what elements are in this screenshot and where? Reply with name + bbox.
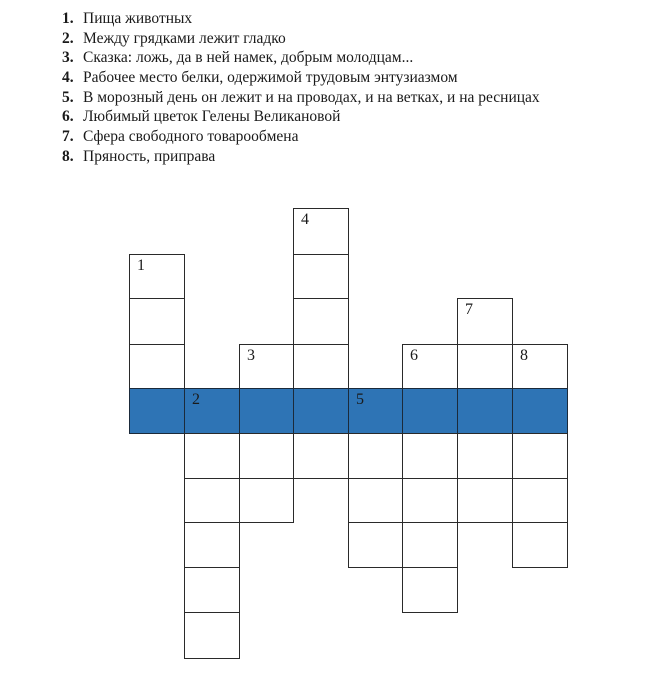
cell-number: 2 (192, 391, 200, 408)
crossword-cell[interactable] (293, 208, 349, 255)
cell-number: 5 (356, 391, 364, 408)
crossword-cell[interactable] (293, 344, 349, 389)
crossword-cell[interactable] (457, 478, 513, 523)
crossword-cell[interactable] (129, 344, 185, 389)
crossword-cell[interactable] (348, 478, 403, 523)
crossword-cell[interactable] (457, 433, 513, 479)
crossword-cell[interactable] (348, 433, 403, 479)
crossword-cell[interactable] (512, 433, 568, 479)
crossword-cell-keyword[interactable] (348, 388, 403, 434)
crossword-cell-keyword[interactable] (512, 388, 568, 434)
crossword-cell-keyword[interactable] (402, 388, 458, 434)
clue-number: 1. (62, 10, 74, 27)
crossword-cell[interactable] (457, 344, 513, 389)
crossword-cell[interactable] (184, 433, 240, 479)
clue-number: 2. (62, 29, 74, 47)
crossword-cell[interactable] (402, 478, 458, 523)
clue-text: Сказка: ложь, да в ней намек, добрым молодцам... (83, 49, 414, 67)
clue-text: В морозный день он лежит и на проводах, и на ветках, и на ресницах (83, 88, 540, 106)
crossword-cell[interactable] (293, 254, 349, 299)
crossword-cell[interactable] (239, 433, 294, 479)
crossword-cell-keyword[interactable] (129, 388, 185, 434)
crossword-cell[interactable] (184, 478, 240, 523)
crossword-cell[interactable] (512, 478, 568, 523)
crossword-cell-keyword[interactable] (457, 388, 513, 434)
crossword-cell[interactable] (184, 612, 240, 659)
crossword-cell[interactable] (293, 433, 349, 479)
clue-number: 6. (62, 108, 74, 126)
clue-text: Пища животных (83, 10, 193, 27)
clue-number: 3. (62, 49, 74, 67)
crossword-cell[interactable] (184, 522, 240, 568)
crossword-cell[interactable] (348, 522, 403, 568)
crossword-cell[interactable] (512, 522, 568, 568)
clue-text: Между грядками лежит гладко (83, 29, 286, 47)
clue-number: 5. (62, 88, 74, 106)
crossword-cell[interactable] (293, 298, 349, 345)
crossword-cell[interactable] (402, 522, 458, 568)
clue-number: 7. (62, 128, 74, 146)
crossword-cell-keyword[interactable] (239, 388, 294, 434)
cell-number: 7 (465, 301, 473, 318)
crossword-cell[interactable] (402, 344, 458, 389)
cell-number: 6 (410, 347, 418, 364)
crossword-cell[interactable] (402, 567, 458, 613)
crossword-cell-keyword[interactable] (184, 388, 240, 434)
clue-text: Пряность, приправа (83, 147, 216, 165)
cell-number: 1 (137, 257, 145, 274)
crossword-cell[interactable] (129, 254, 185, 299)
crossword-cell[interactable] (512, 344, 568, 389)
clue-text: Сфера свободного товарообмена (83, 128, 299, 146)
crossword-cell[interactable] (402, 433, 458, 479)
clue-number: 8. (62, 147, 74, 165)
clue-text: Рабочее место белки, одержимой трудовым энтузиазмом (83, 69, 458, 87)
crossword-cell[interactable] (184, 567, 240, 613)
crossword-cell[interactable] (239, 478, 294, 523)
cell-number: 3 (247, 347, 255, 364)
clue-number: 4. (62, 69, 74, 87)
cell-number: 4 (301, 211, 309, 228)
cell-number: 8 (520, 347, 528, 364)
crossword-cell[interactable] (457, 298, 513, 345)
clue-text: Любимый цветок Гелены Великановой (83, 108, 341, 126)
crossword-cell-keyword[interactable] (293, 388, 349, 434)
crossword-cell[interactable] (129, 298, 185, 345)
crossword-cell[interactable] (239, 344, 294, 389)
